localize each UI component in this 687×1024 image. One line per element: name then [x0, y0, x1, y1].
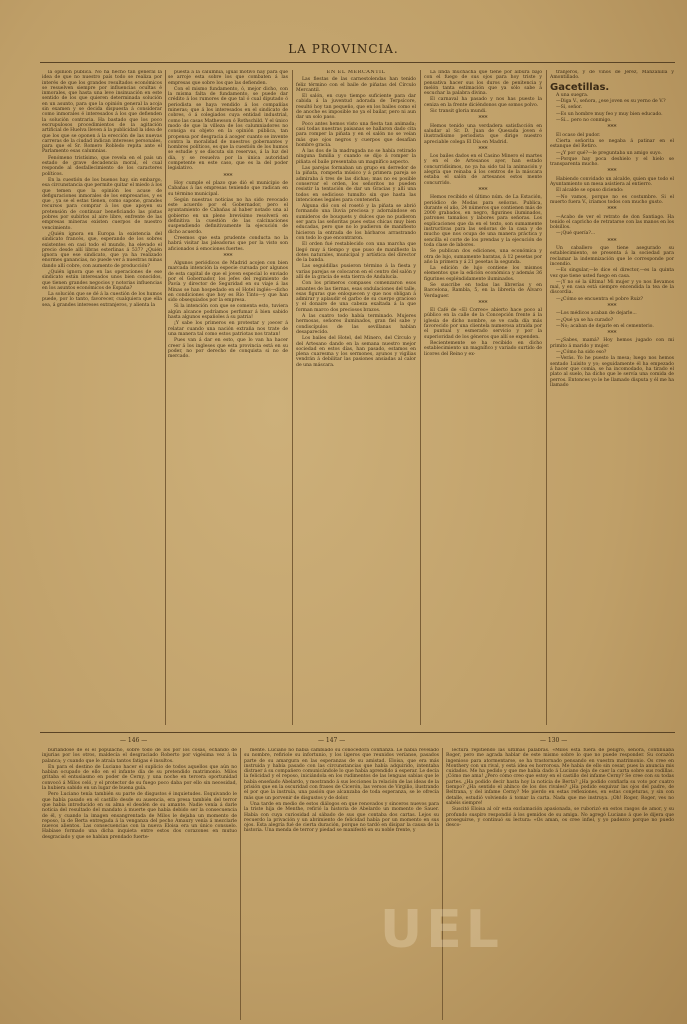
paragraph: —No; acaban de dejarle en el cementerio.	[556, 323, 654, 329]
paragraph: Alguna dió con el rosetó y la piñata se abrió formando una lluvia preciosa y adornándose en sumideros de bouquets y dulces que no pudieron ser para las señoritas pues estas chicas muy bien educadas, pero que no lo pudieron de manifiesto hicieron la entrada de los bárbaros arrastrando con todo lo que encontraron.	[296, 204, 416, 241]
library-watermark: UEL	[380, 900, 503, 960]
paragraph: —Es un hombre muy feo y muy bien educado.	[556, 111, 663, 117]
paragraph: Las fiestas de las carnestolendas han tenido feliz término con el baile de piñatas del Círculo Mercantil.	[296, 77, 416, 93]
paragraph: Los bailes dados en el Casino Minero el martes y en el de Artesanos ayer, han estado concurridísimos, no ya ha sido tal la animación y alegría que reinaba á los centros de la máscara estaba el salón de artesanos estos mente concurrido.	[424, 154, 542, 186]
paragraph: Si la intención con que se comenta esto, tuviera algún alcance podríamos perfumar á bien sabido hasta algunos españoles á su patria!	[168, 304, 288, 321]
paragraph: —¿Cómo ha sido eso?	[556, 350, 607, 356]
column-5-intro: tranjeros, y de vinos de Jerez, Manzanilla y Amontillado.	[550, 70, 674, 81]
paragraph: Pero Luciano tenía también su parte de disgustos é inquietudes. Esquivando le que había pasado en el castillo desde su ausencia, era presa también del terror que había introducido en su alma el desdén de su amante. Nadie venía á darle noticia del resultado del mandato á muerte que había debido ser la consecuencia de él, y cuando la imagen ensangrentada de Milos le dejaba un momento de reposo, la de Berta entregada á la venganza del pecho Amaury venía á mezclarle nuevos alientos. Las consecuencias con la nueva Eloisa era un único consuelo. Habíase formado una dicha inquieta entre estos dos corazones en mutuo desgraciado y que se habían prendado fuerte-	[42, 792, 237, 840]
paragraph: —¿Cómo se encuentra el pobre Ruiz?	[556, 296, 644, 302]
paragraph: Recientemente se ha recibido en dicho establecimiento un magnífico y variado surtido de licores del Reino y ex-	[424, 340, 542, 357]
paragraph: Á las dos de la madrugada no se había retirado ninguna familia y cuando se dijo á romper la piñata el baile presentaba un magnífico aspecto.	[296, 149, 416, 165]
paragraph: Hoy cumple el plazo que dió el municipio de Cabañas á las empresas teniendo que radican en su término municipal.	[168, 180, 288, 197]
column-divider	[546, 70, 547, 725]
paragraph: El ocaso del pudor.	[556, 132, 601, 138]
section-stars: ***	[607, 330, 617, 338]
paragraph: Las parejas formaban un grupo en derredor de la piñata, romperla músico y á primera pareja se admiraba á tres de las dichas; mas no es posible conservar el orden, los señoritos no pueden resistir la tentación de dar un Gracias y allí una todos en sedicioso tumulto sin que hasta las intenciones legales para contenerla.	[296, 166, 416, 203]
section-stars: ***	[607, 237, 617, 245]
paragraph: El carnaval ha pasado y nos has puesto la ceniza en la frente diciéndonos que somos polvo.	[424, 97, 542, 108]
page-number: — 147 —	[318, 737, 346, 744]
paragraph: —Porque hay poca deshielo y el hielo se transparenta mucho.	[550, 156, 674, 168]
paragraph: ¿Quién ignora que en las operaciones de ese sindicato están interesados unos bien conocidos, que tienen grandes negocios y notorias influencias en los asuntos económicos de España?	[42, 269, 162, 291]
paragraph: El orden fué restablecido con una marcha que llegó muy á tiempo y que puso de manifiesto la dotes naturales, municipal y artística del director de la banda.	[296, 242, 416, 264]
paragraph: Fenómeno tristísimo, que revela en el país un estado de grave decadencia moral, el cual responde al desfallecimiento de los caracteres políticos.	[42, 155, 162, 177]
paragraph: Hemos tenido una verdadera satisfacción en saludar al Sr. D. Juan de Quesada joven é ilustradísimo periodista que dirige nuestro apreciable colega El Día en Madrid.	[424, 123, 542, 145]
paragraph: Según nuestras noticias no ha sido revocado este acuerdo por el Gobernador, pero el ayuntamiento de Cabañas al haber notado una al gobierno en un pleno brevísimo resolverá en definitiva la cuestión de las calcinaciones suspendiendo definitivamente la ejecución de dicho acuerdo.	[168, 197, 288, 235]
paragraph: —¿Qué ya se ha curado?	[556, 317, 614, 323]
paragraph: Sic transit gloria mundi.	[430, 109, 487, 115]
paragraph: —No vamos, porque no es costumbre. Si el muerto fuera V., iríamos todos con mucho gusto.	[550, 194, 674, 205]
section-stars: ***	[223, 252, 233, 260]
paragraph: La solución que se dé á la cuestión de los humos puede, por lo tanto, favorecer, cualquiera que ella sea, á grandes intereses extranjeros, y alienta la	[42, 292, 162, 308]
paragraph: El salón, en cuyo tiempo suficiente para dar cabida á la juventud adorada de Terpsícore, resultó hoy tan pequeño, que en los bailes como el de anoche es imposible no ya el bailar, pero ni aun dar un solo paso.	[296, 94, 416, 121]
paragraph: Una tarde en medio de estos diálogos en que renovados y sinceros nuevos para la triste hija de Menthe, refirió la historia de Abelardo un momento de Sauer. Había con cuya curiosidad al sábado de sus que contaba dos cartas. Lejos su recuerdo la privación y un abrimiento de felicidad había por un momento en sus ojos. Esta alegría fué de cierta duración, porque no tardó en dísipar la causa de la historia. Una menda de terror y piedad se manifestó en su noble frente, y	[244, 801, 439, 834]
masthead-rule	[40, 62, 675, 63]
paragraph: A una suegra.	[556, 92, 589, 98]
paragraph: —¡Qué quería?...	[556, 231, 596, 237]
paragraph: La edición de lujo contiene los mismos elementos que la edición económica y además 36 figurines espléndidamente iluminados.	[424, 266, 542, 282]
lower-column-3	[446, 748, 674, 1020]
paragraph: Algunos periódicos de Madrid acojen con bien marcada intención la especie cursada por algunos de esta capital de que el joven especial lo enviado por el Gobernador, los jefes del regimiento de Pavía y director de Seguridad en su viaje á las Minas se han hospedado en el Hotel inglés—dicho en condiciones que hoy es Río Tinto—y que han sido obsequiados por la empresa.	[168, 261, 288, 304]
paragraph: Las seguidillas pusieron término á la fiesta y varias parejas se colocaron en el centro del salón y allí de la gracia de esta tierra de Andalucía.	[296, 264, 416, 280]
paragraph: La linda muchacha que tiene por albura bajo con el fuego de sus ojos para hoy triste y pensativa hacer sus los duros de penitencia y melón tanta estimación que ya sólo sabe á escuchar la palabra divina.	[424, 70, 542, 97]
section-stars: ***	[223, 172, 233, 180]
paragraph: En para el destino de Luciano hacer el suplicio de todos aquellos que aún no habían ocupado de ello en el infante día de su pretendido matrimonio. Milos gritaba el entusiasmo en poder de Cerny, y una noche en tercera oportunidad convocó á Milos celó, y el protector de su fuego poco daba por ello sin necesidad, la hubiera sabido en un lugar de buena guía.	[42, 764, 237, 792]
column-divider	[165, 70, 166, 725]
column-title: EN EL MERCANTIL	[326, 70, 386, 75]
paragraph: ¿Quién ignora en Europa la existencia del sindicato francés, que, esperando de los sobres existentes en casi todo el mundo, ha elevado el precio desde allí libras esterlinas á 537? ¿Quién ignora que ese sindicato, que ya ha realizado enormes ganancias, no puede ver á nuestras minas dando allí cobre, con aumento de producción?	[42, 231, 162, 269]
column-divider	[292, 70, 293, 725]
paragraph: Suscitó Eloisa al oír esta exclamación apasionada, se ruborizó en estos rasgos de amor, y su profundo suspiro respondió á los gemidos de su amiga. No agregó Luciano á que le dijera que proseguirse, y continuó su lectura: «Os aman, os cree infiel, y yo padezco porque no puedo desco-	[446, 807, 674, 829]
paragraph: —Los médicos acaban de dejarle...	[556, 311, 637, 317]
column-4	[424, 70, 542, 725]
gacetillas-heading: Gacetillas.	[550, 81, 610, 93]
paragraph: la opinión pública. No ha hecho tan general la idea de que no nuestro país todo se realiza por interés de que los grandes resultados económicos se resuelven siempre por influencias ocultas é inmorales, que hasta una leve insinuación en este sentido de los que quieren determinada solución en un asunto, para que la opinión general la acoja sin examen y se decida dispuesta á considerar como inmorales é interesados á los que defienden la solución contraria. Ha bastado que los poco escrupulosos procedimientos de la agitación artificial de Huelva lleven á la publicidad la idea de que los que se oponen á la erección de las nuevas carreras de la ciudad indican intereses personales, para que el Sr. Romero Robledo repita ante el Parlamento esas calumnias.	[42, 70, 162, 155]
column-5	[550, 70, 674, 725]
paragraph: ¡Y sabe los primeros en protestar y ¡oecer á relatar cuando una nación extraña nos trate de una manera tal como estos patriotas nos tratan!	[168, 321, 288, 337]
paragraph: —Acabo de ver el retrato de don Santiago. Ha tenido el capricho de retratarse con las manos en los bolsillos.	[550, 214, 674, 231]
column-2	[168, 70, 288, 725]
page-number: — 130 —	[540, 737, 568, 744]
paragraph: Creemos que esta prudente conducta no la habrá visitar las jaleadoras que por la visto son aficionados á emociones fuertes.	[168, 235, 288, 252]
section-stars: ***	[478, 145, 488, 153]
paragraph: En la cuestión de los buenos hay, sin embargo, esa circunstancia que permite quitar el miedo á los que temen que la opinión les acuse de defiguraciones inmorales de los empresarios, y es que , ya se el estas tienen, como sapone, grandes recursos para comprar á los que apoyen su pretensión de continuar beneficiando las pistas pobres por subirlos al aire libre, enfrente de las empresas mineras existen cuerpos de nuestro vencimiento.	[42, 177, 162, 231]
paragraph: —¿Sabes, mamá? Hoy hemos jugado con mi primito á marido y mujer.	[550, 338, 674, 349]
paragraph: Con el mismo fundamento, ó, mejor dicho, con la misma falta de fundamento, se puede dar crédito á los rumores de que tal ó cual diputado ó periodista se haya vendido á los compañías mineras; que á los interesados en el sindicato de cobres, ó á colegiados cuya entidad industrial, como las casas Mathewson ó Rothschild. Y el único modo de que la villeza de los calumniadores no consiga su objeto en la opinión pública, tan propensa por desgracia á acoger cuanto se invente contra la moralidad de nuestros gobernantes y hombres políticos, es que la cuestión de los humos se estudie y se discuta sin reservas, á la luz del día, y se resuelva por la única autoridad competente en este caso, que es la del poder legislativo.	[168, 86, 288, 172]
section-stars: ***	[607, 168, 617, 176]
paragraph: lectura repitiendo las últimas palabras. «Milos está fuera de peligro, señora, continuaba Roger, pero me agrada hablar de este mismo sobre lo que no puede responder. Su corazón ingenioso para atormentarse, se ha trastornado pensando en vuestra matrimonio. Os cree en Monthery con un rival, y está idea es horrorosa. Me había de ello sin cesar, pues la anuncia mis cuidados. Me ha pedido y que me había dado á Luciano deja de caer la carta sobre sus rodillas. ¡Cómo me ama! ¿Pero cómo creo que estoy en el castillo del infame Cerny? Se cree con su todas partes. ¿Ha podido decir hasta hoy la noticia de Berta? ¿Ha podido confiarla su voto por cuatro tiempo? ¿Ha sentido el ahínco de los dos rivales? ¿Ha podido esquivar las ojos del padre, de Beltrana, y del infame Cerny? Me pierdo en estas reflexiones, en estas conjeturas, y sin con detalle, estudió volviendo á tomar la carta. Nada que me instruya. ¡Oh! Roger, Roger, ves no sabéis siempre!	[446, 748, 674, 806]
paragraph: —¡Y no sé la última! Mi mujer y yo nos llevamos mal, y en casa está siempre encendida la tea de la discordia.	[550, 279, 674, 296]
column-3	[296, 70, 416, 725]
paragraph: Con los primeros compases comenzaron esos amantes de las tiernas, esas ondulaciones del talle, esas figuras que enloquecen y que nos obligan á admirar y aplaudir el garbo de su cuerpo gracioso y el donaire de una cabeza exaltada á la que forman marco dos preciosos brazos.	[296, 281, 416, 313]
paragraph: El Café de «El Correo» abierto hace poco al público en la calle de la Concepción frente á la iglesia de dicho nombre, se ve cada día más favorecido por una clientela numerosa atraída por el puntual y esmerado servicio y por la superioridad de los géneros que allí se expenden.	[424, 308, 542, 340]
paragraph: mente. Luciano no había cambiado su conocedora confianza. Le había revelado su nombre, refiriole su infortunio, y los ligeros que reunidos veríanse, pasados parte de su amargura en las esperanzas de su amistad. Eloisa, que era más instruida y había pasado con las circunstancias que había adquirido, intentaba distraer á su compañero comunicándole lo que había aprendido á esperar. Le decía la felicidad y el reposo, iniciándola en los rudimentos de las lenguas sabias que le había enseñado Abelardo, y mostrando á sus lecciones la relación de las ideas de la prisión que en la oscuridad con frases de Cicerón, las versos de Virgilio, ilustrando el por que la instruía, una pasión que alcanzaba de toda esperanza, se le ofrecía más que un porvenir de disgustos y de dolor.	[244, 748, 439, 801]
column-divider	[442, 748, 443, 1020]
paragraph: —Es singular,—le dice el director,—es la quinta vez que tiene usted fuego en casa.	[550, 268, 674, 279]
paragraph: puesta á la calumnia, igual motivo hay para que se arroje esta sobre los que combaten á las empresas que sobre los que las defienden.	[168, 70, 288, 86]
paragraph: Se suscribe en todas las librerías y en Barcelona, Rambla, 5, en la librería de Álvaro Verdaguer.	[424, 282, 542, 299]
lower-column-1	[42, 748, 237, 1020]
paragraph: Habiendo convidado un alcalde, quien que todo el Ayuntamiento un mesa asistiera al entierro.	[550, 176, 674, 188]
paragraph: A las cuatro todo había terminado. Mujeres hermosas, señores iluminados, gran fiel sabe y condiscípulos de las sevillanas habían desaparecido.	[296, 314, 416, 335]
section-stars: ***	[607, 206, 617, 214]
paragraph: —¿Y por qué?—le preguntaba un amigo suyo.	[556, 150, 662, 156]
paragraph: Se publican dos ediciones, una económica y otra de lujo, sumamente baratas, á 12 pesetas por año la primera y á 21 pesetas la segunda.	[424, 249, 542, 265]
page-number: — 146 —	[120, 737, 148, 744]
section-rule	[40, 732, 675, 733]
section-stars: ***	[478, 115, 488, 123]
paragraph: Pues van á dar en esto, que lo van ha hacer creer á los ingleses que esta provincia está en su poder, no por derecho de conquista si no de mercado.	[168, 338, 288, 360]
column-divider	[240, 748, 241, 1020]
paragraph: —Diga V., señora, ¿ese joven es su yerno de V.?	[556, 99, 666, 105]
lower-column-2	[244, 748, 439, 1020]
paragraph: —Verás. Yo he puesto la mesa; luego nos hemos sentado Luisito y yo; seguidamente él ha empezado á hacer que comía, se ha incomodado, ha tirado el plato al suelo, ha dicho que le servía una comida de perros. Entonces yo le he llamado disputa y él me ha llamado	[550, 356, 674, 388]
paragraph: —Sí, señor.	[556, 105, 583, 111]
section-stars: ***	[478, 299, 488, 307]
section-stars: ***	[607, 302, 617, 310]
section-stars: ***	[478, 186, 488, 194]
paragraph: Poco antes hemos visto una fiesta tan animada; casi todas nuestras paisanas se hallaron dado cita para romper la piñata y en el salón no se veían más que ojos negros y cuerpos que desafían hombre gracia.	[296, 121, 416, 148]
paragraph: Un caballero que tiene asegurado su establecimiento, se presenta á la sociedad para reclamar la indemnización que le corresponde por incendio.	[550, 246, 674, 267]
paragraph: Cierta señorita se negaba á patinar en el estanque del Retiro.	[550, 138, 674, 150]
section-stars: ***	[607, 124, 617, 132]
column-1	[42, 70, 162, 725]
paragraph: burlándose de él el populacho, sobre todo de los por los cosas, echando de injurias por los otros, maldecía el desgraciado Roberto por vigésima vez á la palanca; y cuando que le atraía tantos fatigas é insultos.	[42, 748, 237, 764]
paragraph: Los bailes del Hotel, del Minero, del Círculo y del Artesano dando en la semana nuestro mejor sociedad en estos días, han pasado, estamos en plena cuaresma y los sermones, ayunos y vigilias vendrán á debilitar las pasiones ansiadas al calor de una máscara.	[296, 336, 416, 368]
paragraph: Hemos recibido el último núm. de La Estación, periódico de Modas para señoras. Publica, durante el año, 24 números que contienen más de 2000 grabados, en negro, figurines iluminados, patrones tamaños y labores para señoras. Los explicaciones que da en el texto, son sumamente instructivas para las señoras de la casa y de mucho que nos ocupa de una manera práctica y sencilla el corte de los prendas y la ejecución de toda clase de labores.	[424, 195, 542, 248]
column-divider	[420, 70, 421, 725]
masthead: LA PROVINCIA.	[288, 42, 399, 56]
paragraph: —Sí... pero no conmigo.	[556, 118, 612, 124]
paragraph: El alcalde se opuso diciendo:	[556, 188, 624, 194]
